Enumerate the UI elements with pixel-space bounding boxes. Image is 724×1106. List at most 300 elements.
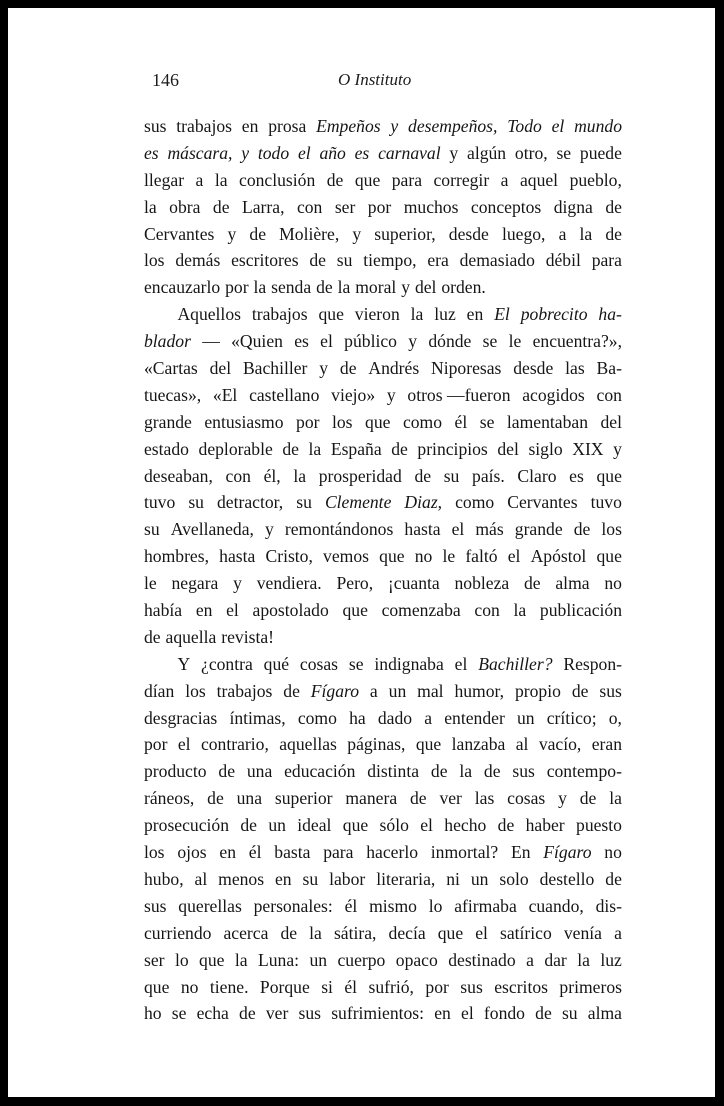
word: hasta [404, 519, 441, 540]
word: ser [334, 196, 356, 217]
word: venía [563, 922, 602, 943]
word: para [323, 842, 354, 863]
word: grande [144, 411, 192, 432]
word: el [297, 142, 311, 163]
word: en [434, 1003, 451, 1024]
word: año [319, 142, 346, 163]
word: Avellaneda, [170, 519, 254, 540]
word: basta [274, 842, 311, 863]
word: escritores [231, 250, 299, 271]
word: él, [263, 465, 281, 486]
word: que [415, 734, 442, 755]
word: como [297, 707, 337, 728]
word: hecho [444, 815, 487, 836]
word: acogidos [522, 384, 585, 405]
word: mismo [369, 895, 417, 916]
word: «El [212, 384, 238, 405]
word: Apóstol [530, 546, 587, 567]
word: y [613, 438, 622, 459]
word: un [268, 815, 286, 836]
word: se [479, 411, 495, 432]
word: no [604, 842, 622, 863]
text-line [144, 382, 622, 409]
text-line [144, 893, 622, 920]
word: decía [388, 922, 426, 943]
word: ser [144, 949, 165, 970]
word: tuvo [590, 492, 622, 513]
word: propio [514, 680, 561, 701]
word: encuentra?», [532, 331, 622, 352]
word: Cervantes [507, 492, 578, 513]
word: Claro [517, 465, 557, 486]
word: le [508, 331, 522, 352]
word: dónde [428, 331, 472, 352]
word: dían [144, 680, 175, 701]
text-line [144, 516, 622, 543]
word: crítico; [546, 707, 597, 728]
word: el [226, 600, 239, 621]
word: indignaba [374, 653, 444, 674]
word: de [391, 438, 408, 459]
word: de [218, 761, 235, 782]
word: contempo- [546, 761, 622, 782]
word: sufrió, [368, 976, 414, 997]
word: que [144, 976, 170, 997]
word: con [296, 196, 323, 217]
word: de [523, 573, 541, 594]
word: En [510, 842, 531, 863]
word: por [367, 196, 392, 217]
word: ho [144, 1003, 162, 1024]
word: él [344, 895, 358, 916]
word: la [309, 922, 322, 943]
word: obra [169, 196, 201, 217]
word: público [344, 331, 397, 352]
word: viejo» [331, 384, 376, 405]
word: la [144, 196, 157, 217]
word: «Cartas [144, 358, 198, 379]
word: de [571, 680, 589, 701]
word: y [386, 384, 396, 405]
word: aquella [165, 626, 217, 647]
text-line [144, 247, 622, 274]
word: alma [555, 573, 590, 594]
word: El [494, 304, 510, 325]
word: Cristo, [265, 546, 313, 567]
word: Cervantes [144, 223, 215, 244]
word: sátira, [333, 922, 377, 943]
word: del [209, 358, 232, 379]
word: deseaban, [144, 465, 213, 486]
running-head: O Instituto [338, 70, 412, 89]
page-header [152, 70, 622, 100]
word: y [264, 519, 274, 540]
word: él [454, 411, 468, 432]
word: Fígaro [310, 680, 360, 701]
word: las [474, 788, 495, 809]
word: curriendo [144, 922, 212, 943]
word: aquel [519, 169, 559, 190]
word: XIX [572, 438, 604, 459]
word: menos [218, 868, 265, 889]
word: luz [600, 949, 622, 970]
word: dar [544, 949, 567, 970]
word: encauzarlo [144, 277, 221, 298]
word: literaria, [376, 868, 436, 889]
word: sólo [379, 815, 409, 836]
word: comenzaba [381, 600, 461, 621]
word: la [513, 600, 527, 621]
word: deplorable [198, 438, 273, 459]
word: de [212, 196, 230, 217]
word: en [466, 304, 484, 325]
word: satírico [500, 922, 552, 943]
word: que [199, 949, 225, 970]
word: el [551, 116, 565, 136]
word: Andrés [368, 358, 420, 379]
word: Respon- [563, 653, 622, 674]
word: «Quien [231, 331, 283, 352]
word: echa [196, 1003, 229, 1024]
word: eran [591, 734, 622, 755]
text-line [144, 839, 622, 866]
word: sus [298, 1003, 321, 1024]
word: su [302, 868, 319, 889]
text-line [144, 221, 622, 248]
word: primeros [559, 976, 622, 997]
word: de [535, 1003, 552, 1024]
word: el [454, 653, 468, 674]
word: una [236, 788, 263, 809]
word: inmortal? [430, 842, 499, 863]
word: ¡cuanta [387, 573, 440, 594]
word: ver [265, 1003, 289, 1024]
word: labor [329, 868, 366, 889]
word: carnaval [378, 142, 441, 163]
word: su [336, 250, 353, 271]
word: había [144, 600, 183, 621]
body-text [144, 113, 622, 1027]
word: muchos [403, 196, 459, 217]
word: educación [284, 761, 356, 782]
word: ojos [177, 842, 207, 863]
word: los [144, 250, 165, 271]
word: con [596, 384, 622, 405]
word: en [241, 116, 259, 136]
word: qué [263, 653, 290, 674]
word: que [365, 411, 391, 432]
word: de [414, 465, 432, 486]
word: dado [377, 707, 413, 728]
word: entender [444, 707, 505, 728]
text-line [144, 301, 622, 328]
word: puesto [576, 815, 622, 836]
word: páginas, [347, 734, 406, 755]
word: la [337, 277, 351, 298]
word: mal [417, 680, 444, 701]
word: faltó [465, 546, 498, 567]
word: ha- [598, 304, 622, 325]
word: senda [271, 277, 312, 298]
word: es [354, 142, 370, 163]
word: demasiado [459, 250, 535, 271]
text-line [144, 463, 622, 490]
word: Diaz, [404, 492, 443, 513]
text-line [144, 113, 622, 140]
word: querellas [178, 895, 242, 916]
word: los [185, 680, 206, 701]
word: de [309, 250, 326, 271]
word: prosa [268, 116, 307, 136]
word: principios [417, 438, 488, 459]
word: cosas [507, 788, 546, 809]
word: la [410, 304, 424, 325]
word: que [342, 815, 369, 836]
word: aquellas [279, 734, 337, 755]
word: las [565, 358, 585, 379]
text-line [144, 597, 622, 624]
word: el [320, 331, 333, 352]
word: solo [499, 868, 529, 889]
word: de [579, 788, 597, 809]
word: sufrimientos: [331, 1003, 425, 1024]
word: al [515, 734, 529, 755]
word: España [330, 438, 382, 459]
word: que [342, 600, 368, 621]
word: lo [428, 895, 443, 916]
word: el [475, 922, 488, 943]
word: la [579, 223, 593, 244]
word: conceptos [470, 196, 542, 217]
word: del [414, 277, 437, 298]
word: algún [467, 142, 507, 163]
word: a [558, 223, 567, 244]
word: de [339, 358, 357, 379]
word: luego, [501, 223, 546, 244]
word: Luna: [258, 949, 300, 970]
word: de [326, 169, 344, 190]
word: de [483, 761, 501, 782]
word: de [239, 1003, 256, 1024]
word: se [482, 331, 498, 352]
word: afirmaba [454, 895, 517, 916]
word: y [558, 788, 567, 809]
word: le [442, 546, 456, 567]
text-line [144, 274, 622, 301]
word: desgracias [144, 707, 218, 728]
word: un [516, 707, 535, 728]
word: humor, [454, 680, 505, 701]
word: grande [514, 519, 563, 540]
word: Todo [507, 116, 542, 136]
word: no [604, 573, 622, 594]
word: y [319, 358, 329, 379]
text-line [144, 436, 622, 463]
word: es [294, 331, 309, 352]
word: se [171, 1003, 187, 1024]
word: la [577, 949, 590, 970]
word: de [410, 788, 427, 809]
word: una [246, 761, 273, 782]
word: a [526, 949, 534, 970]
word: es [569, 465, 584, 486]
word: su [188, 492, 204, 513]
word: él [344, 976, 358, 997]
word: castellano [249, 384, 320, 405]
text-line [144, 167, 622, 194]
word: la [234, 949, 248, 970]
word: con [225, 465, 251, 486]
word: sus [144, 895, 167, 916]
word: Empeños [316, 116, 381, 136]
word: el [461, 1003, 474, 1024]
word: la [214, 169, 228, 190]
word: y [408, 331, 418, 352]
word: que [596, 465, 622, 486]
word: de [282, 438, 299, 459]
page-number: 146 [152, 70, 179, 90]
text-line [144, 785, 622, 812]
word: prosecución [144, 815, 230, 836]
word: pueblo, [569, 169, 622, 190]
word: — [202, 331, 220, 352]
word: lamentaban [506, 411, 588, 432]
word: de [605, 196, 622, 217]
word: de [497, 815, 515, 836]
word: desempeños, [408, 116, 498, 136]
word: puede [579, 142, 622, 163]
word: de [249, 223, 267, 244]
word: se [348, 653, 364, 674]
word: como [455, 492, 495, 513]
word: la [293, 465, 307, 486]
word: a [369, 680, 378, 701]
word: Molière, [279, 223, 340, 244]
word: tuvo [144, 492, 176, 513]
word: trabajos [251, 304, 308, 325]
word: de [144, 626, 161, 647]
word: íntimas, [229, 707, 286, 728]
word: lanzaba [451, 734, 506, 755]
word: de [283, 680, 300, 701]
word: Ba- [596, 358, 622, 379]
word: la [308, 438, 322, 459]
word: Porque [259, 976, 310, 997]
word: haber [525, 815, 565, 836]
word: sus [144, 116, 167, 136]
text-line [144, 974, 622, 1001]
word: cuando, [528, 895, 584, 916]
word: ha [349, 707, 366, 728]
word: un [388, 680, 407, 701]
word: destello [539, 868, 595, 889]
word: débil [545, 250, 581, 271]
word: su [144, 519, 160, 540]
text-line [144, 678, 622, 705]
word: vemos [323, 546, 369, 567]
word: la [609, 788, 622, 809]
word: a [424, 707, 433, 728]
word: máscara, [167, 142, 233, 163]
word: entusiasmo [204, 411, 284, 432]
word: llegar [144, 169, 185, 190]
word: el [420, 815, 433, 836]
word: trabajos [176, 116, 232, 136]
word: o, [608, 707, 622, 728]
word: Bachiller? [478, 653, 553, 674]
word: superior [274, 788, 333, 809]
word: personales: [253, 895, 333, 916]
word: contrario, [200, 734, 269, 755]
word: con [474, 600, 500, 621]
word: tuecas», [144, 384, 202, 405]
word: escritos [494, 976, 548, 997]
word: no [414, 546, 433, 567]
word: a [500, 169, 509, 190]
text-line [144, 1000, 622, 1027]
word: a [195, 169, 204, 190]
text-line [144, 624, 622, 651]
word: en [195, 600, 213, 621]
word: trabajos [216, 680, 273, 701]
word: su [443, 465, 460, 486]
word: si [321, 976, 333, 997]
word: conclusión [239, 169, 316, 190]
word: Fígaro [543, 842, 592, 863]
text-line [144, 812, 622, 839]
text-line [144, 355, 622, 382]
word: le [144, 573, 157, 594]
word: no [180, 976, 199, 997]
word: de [280, 922, 298, 943]
word: hacerlo [366, 842, 419, 863]
word: ideal [297, 815, 332, 836]
word: Bachiller [242, 358, 308, 379]
word: Clemente [324, 492, 392, 513]
word: los [144, 842, 165, 863]
word: era [427, 250, 449, 271]
word: y [227, 223, 237, 244]
text-line [144, 758, 622, 785]
word: luz [434, 304, 456, 325]
word: siglo [528, 438, 563, 459]
word: y [390, 116, 399, 136]
text-line [144, 947, 622, 974]
word: de [430, 761, 448, 782]
word: por [225, 277, 249, 298]
word: apostolado [252, 600, 329, 621]
word: dis- [595, 895, 622, 916]
word: el [451, 519, 465, 540]
text-line [144, 651, 622, 678]
text-line [144, 920, 622, 947]
word: su [296, 492, 312, 513]
word: y [241, 142, 250, 163]
word: sus [512, 761, 535, 782]
word: superior, [374, 223, 436, 244]
text-line [144, 570, 622, 597]
word: que [318, 304, 344, 325]
word: él [248, 842, 262, 863]
word: el [507, 546, 521, 567]
word: al [194, 868, 208, 889]
word: para [391, 169, 423, 190]
word: sus [599, 680, 622, 701]
word: se [556, 142, 572, 163]
word: de [316, 277, 333, 298]
text-line [144, 705, 622, 732]
word: pobrecito [520, 304, 588, 325]
